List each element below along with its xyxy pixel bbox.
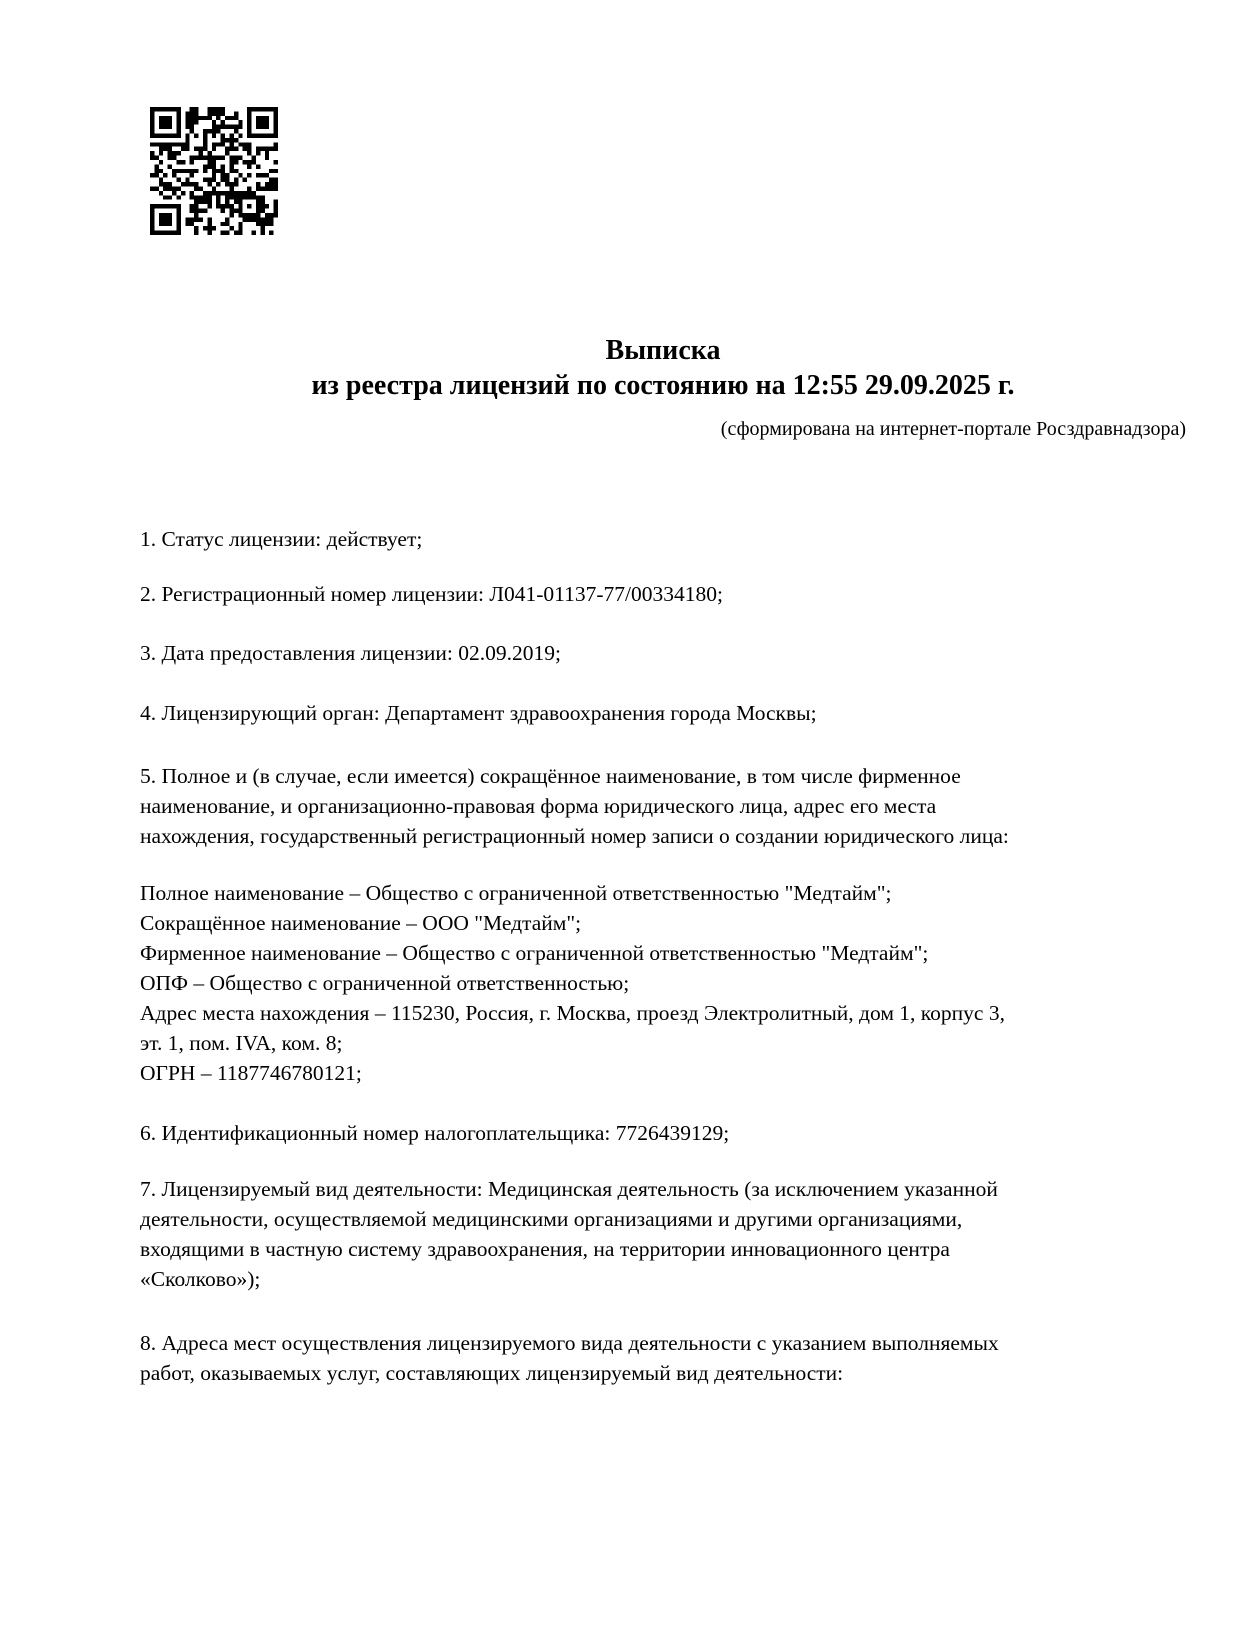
text-line: 8. Адреса мест осуществления лицензируемого вида деятельности с указанием выполняемых	[140, 1331, 999, 1355]
title-line-1: Выписка	[605, 335, 721, 366]
text-line: 2. Регистрационный номер лицензии: Л041-01137-77/00334180;	[140, 582, 723, 606]
text-line: 4. Лицензирующий орган: Департамент здравоохранения города Москвы;	[140, 701, 817, 725]
text-line: 6. Идентификационный номер налогоплательщика: 7726439129;	[140, 1121, 730, 1145]
paragraph-9	[140, 1328, 1186, 1388]
paragraph-5	[140, 761, 1186, 851]
text-line: Сокращённое наименование – ООО "Медтайм";	[140, 911, 582, 935]
text-line: входящими в частную систему здравоохранения, на территории инновационного центра	[140, 1237, 950, 1261]
text-line: эт. 1, пом. IVA, ком. 8;	[140, 1031, 343, 1055]
document-title	[140, 333, 1186, 403]
text-line: ОГРН – 1187746780121;	[140, 1061, 362, 1085]
paragraph-2	[140, 579, 1186, 609]
paragraph-6	[140, 878, 1186, 1088]
text-line: ОПФ – Общество с ограниченной ответственностью;	[140, 971, 630, 995]
text-line: Фирменное наименование – Общество с ограниченной ответственностью "Медтайм";	[140, 941, 929, 965]
text-line: 1. Статус лицензии: действует;	[140, 527, 423, 551]
paragraph-3	[140, 638, 1186, 668]
document-content	[140, 0, 1186, 1650]
text-line: 5. Полное и (в случае, если имеется) сокращённое наименование, в том числе фирменное	[140, 764, 961, 788]
text-line: Полное наименование – Общество с ограниченной ответственностью "Медтайм";	[140, 881, 892, 905]
paragraph-7	[140, 1118, 1186, 1148]
text-line: наименование, и организационно-правовая форма юридического лица, адрес его места	[140, 794, 937, 818]
text-line: Адрес места нахождения – 115230, Россия, г. Москва, проезд Электролитный, дом 1, корпус 3,	[140, 1001, 1005, 1025]
subtitle-note: (сформирована на интернет-портале Росздравнадзора)	[720, 418, 1186, 440]
text-line: 3. Дата предоставления лицензии: 02.09.2019;	[140, 641, 561, 665]
text-line: работ, оказываемых услуг, составляющих лицензируемый вид деятельности:	[140, 1361, 844, 1385]
title-line-2: из реестра лицензий по состоянию на 12:55 29.09.2025 г.	[311, 370, 1015, 401]
text-line: нахождения, государственный регистрационный номер записи о создании юридического лица:	[140, 824, 1009, 848]
text-line: «Сколково»);	[140, 1267, 261, 1291]
paragraph-4	[140, 698, 1186, 728]
text-line: деятельности, осуществляемой медицинскими организациями и другими организациями,	[140, 1207, 963, 1231]
text-line: 7. Лицензируемый вид деятельности: Медицинская деятельность (за исключением указанной	[140, 1177, 998, 1201]
paragraph-1	[140, 524, 1186, 554]
paragraph-8	[140, 1174, 1186, 1294]
